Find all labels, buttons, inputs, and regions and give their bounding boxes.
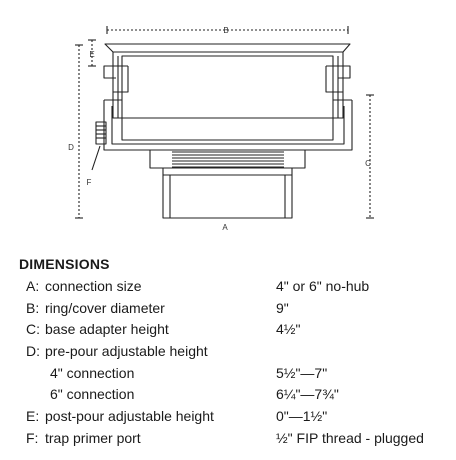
- callout-d: D: [68, 143, 74, 152]
- dimension-label: post-pour adjustable height: [45, 408, 214, 424]
- dimension-label: trap primer port: [45, 430, 141, 446]
- dimension-value: 9": [276, 300, 289, 316]
- threaded-section: [150, 150, 305, 168]
- dimension-letter: A:: [26, 278, 40, 294]
- dimension-value: 0"—1½": [276, 408, 328, 424]
- dimension-value: 5½"—7": [276, 365, 328, 381]
- dimension-value: 4" or 6" no-hub: [276, 278, 370, 294]
- dimension-row-d-4in: [0, 363, 456, 383]
- dimension-row-f: [0, 428, 456, 448]
- callout-c: C: [365, 159, 371, 168]
- dimension-letter: D:: [26, 343, 40, 359]
- dimension-letter: F:: [26, 430, 39, 446]
- dimension-row-d-6in: [0, 384, 456, 404]
- callout-e: E: [89, 50, 95, 59]
- dimension-row-a: [0, 276, 456, 296]
- dimension-row-b: [0, 298, 456, 318]
- dimension-line-c: [366, 95, 374, 218]
- dimension-value: ½" FIP thread - plugged: [276, 430, 424, 446]
- dimension-letter: E:: [26, 408, 40, 424]
- dimension-line-d: [75, 45, 83, 218]
- left-lug: [104, 66, 128, 92]
- dimension-letter: B:: [26, 300, 40, 316]
- adjustable-body: [104, 100, 352, 150]
- dimension-value: 6¼"—7¾": [276, 386, 339, 402]
- dimension-label: pre-pour adjustable height: [45, 343, 208, 359]
- dimension-label: 4" connection: [50, 365, 135, 381]
- dimensions-title: DIMENSIONS: [19, 256, 110, 272]
- dimension-value: 4½": [276, 321, 301, 337]
- dimension-row-e: [0, 406, 456, 426]
- dimension-row-c: [0, 319, 456, 339]
- dimension-label: base adapter height: [45, 321, 169, 337]
- callout-a: A: [222, 223, 228, 232]
- top-ring: [105, 44, 350, 118]
- callout-b: B: [223, 26, 229, 35]
- dimension-label: ring/cover diameter: [45, 300, 165, 316]
- dimension-label: 6" connection: [50, 386, 135, 402]
- base-adapter: [163, 168, 292, 218]
- dimension-letter: C:: [26, 321, 40, 337]
- dimension-label: connection size: [45, 278, 142, 294]
- dimension-row-d: [0, 341, 456, 361]
- callout-f: F: [86, 178, 92, 187]
